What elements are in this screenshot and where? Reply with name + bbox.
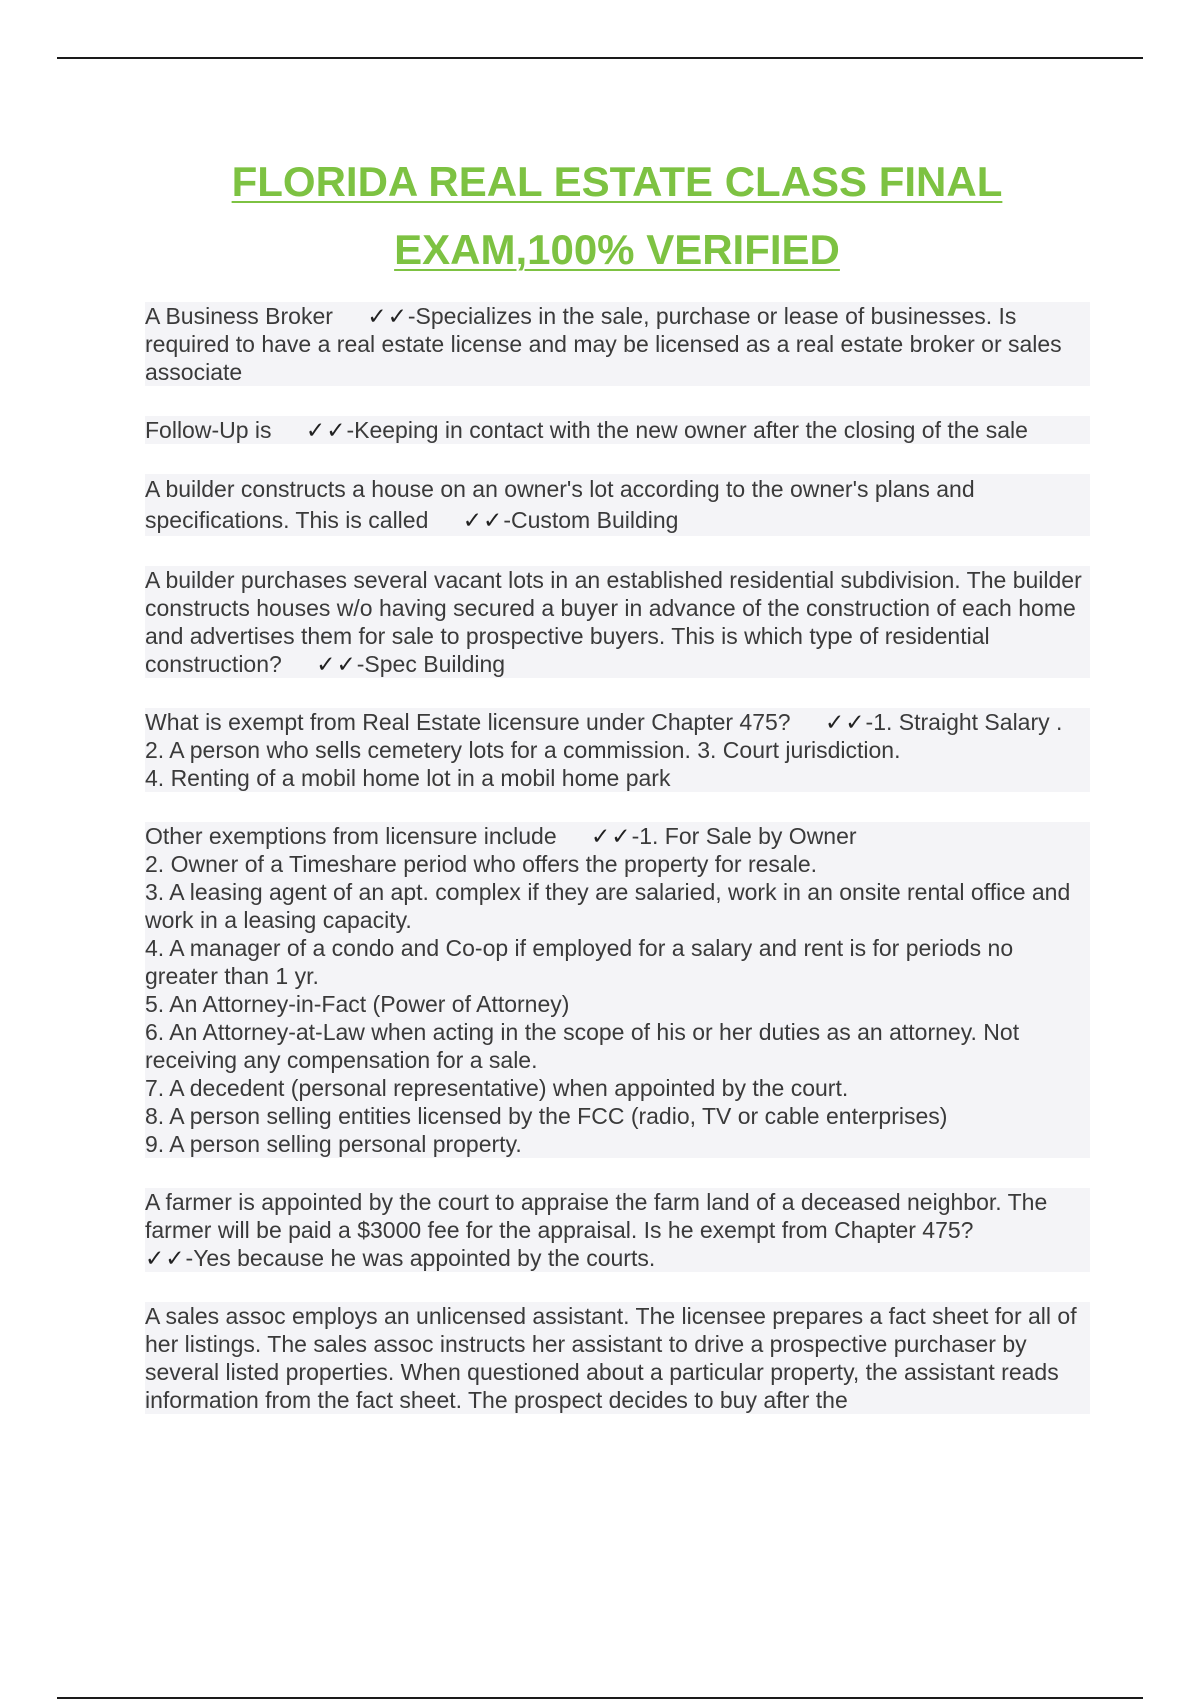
answer-line: 3. A leasing agent of an apt. complex if they are salaried, work in an onsite rental office and work in a leasing capacity. (145, 879, 1071, 933)
question-text: A sales assoc employs an unlicensed assistant. The licensee prepares a fact sheet for all of her listings. The sales assoc instructs her assistant to drive a prospective purchaser by several listed properties. When questioned about a particular property, the assistant reads information from the fact sheet. The prospect decides to buy after the (145, 1303, 1077, 1413)
qa-item (145, 1302, 1090, 1414)
answer-line: 2. Owner of a Timeshare period who offers the property for resale. (145, 851, 818, 877)
answer-text: -Keeping in contact with the new owner after the closing of the sale (346, 417, 1028, 443)
question-text: A farmer is appointed by the court to appraise the farm land of a deceased neighbor. The farmer will be paid a $3000 fee for the appraisal. Is he exempt from Chapter 475? (145, 1189, 1048, 1243)
check-mark-icon: ✓✓ (825, 709, 866, 735)
check-mark-icon: ✓✓ (367, 303, 408, 329)
answer-line: 4. Renting of a mobil home lot in a mobil home park (145, 765, 671, 791)
qa-item (145, 822, 1090, 1158)
answer-line: 4. A manager of a condo and Co-op if employed for a salary and rent is for periods no greater than 1 yr. (145, 935, 1014, 989)
qa-item (145, 302, 1090, 386)
question-text: Other exemptions from licensure include (145, 823, 557, 849)
check-mark-icon: ✓✓ (316, 651, 357, 677)
answer-text: -Custom Building (503, 507, 679, 533)
qa-item (145, 708, 1090, 792)
answer-text: -1. For Sale by Owner (631, 823, 857, 849)
answer-line: 2. A person who sells cemetery lots for a commission. 3. Court jurisdiction. (145, 737, 901, 763)
document-title (0, 148, 1200, 284)
question-text: What is exempt from Real Estate licensure under Chapter 475? (145, 709, 791, 735)
answer-text: -Specializes in the sale, purchase or lease of businesses. Is required to have a real estate license and may be licensed as a real estate broker or sales associate (145, 303, 1062, 385)
footer-rule (57, 1697, 1143, 1699)
title-line-2: EXAM,100% VERIFIED (394, 226, 840, 273)
answer-text: -Spec Building (356, 651, 506, 677)
check-mark-icon: ✓✓ (591, 823, 632, 849)
answer-text: -Yes because he was appointed by the courts. (185, 1245, 656, 1271)
title-line-1: FLORIDA REAL ESTATE CLASS FINAL (231, 158, 1003, 205)
answer-line: 9. A person selling personal property. (145, 1131, 522, 1157)
answer-line: 8. A person selling entities licensed by the FCC (radio, TV or cable enterprises) (145, 1103, 948, 1129)
qa-item (145, 566, 1090, 678)
check-mark-icon: ✓✓ (462, 507, 504, 533)
header-rule (57, 57, 1143, 59)
qa-item (145, 416, 1090, 444)
question-text: A builder purchases several vacant lots in an established residential subdivision. The builder constructs houses w/o having secured a buyer in advance of the construction of each home and advertises them for sale to prospective buyers. This is which type of residential construction? (145, 567, 1082, 677)
question-text: A builder constructs a house on an owner's lot according to the owner's plans and specifications. This is called (145, 476, 975, 533)
question-text: A Business Broker (145, 303, 333, 329)
answer-line: 6. An Attorney-at-Law when acting in the scope of his or her duties as an attorney. Not receiving any compensation for a sale. (145, 1019, 1020, 1073)
check-mark-icon: ✓✓ (145, 1245, 186, 1271)
check-mark-icon: ✓✓ (305, 417, 347, 443)
qa-item (145, 474, 1090, 536)
question-text: Follow-Up is (145, 417, 272, 443)
answer-line: 5. An Attorney-in-Fact (Power of Attorney) (145, 991, 570, 1017)
answer-text: -1. Straight Salary . (865, 709, 1063, 735)
qa-item (145, 1188, 1090, 1272)
answer-line: 7. A decedent (personal representative) when appointed by the court. (145, 1075, 849, 1101)
document-body (145, 302, 1090, 1444)
